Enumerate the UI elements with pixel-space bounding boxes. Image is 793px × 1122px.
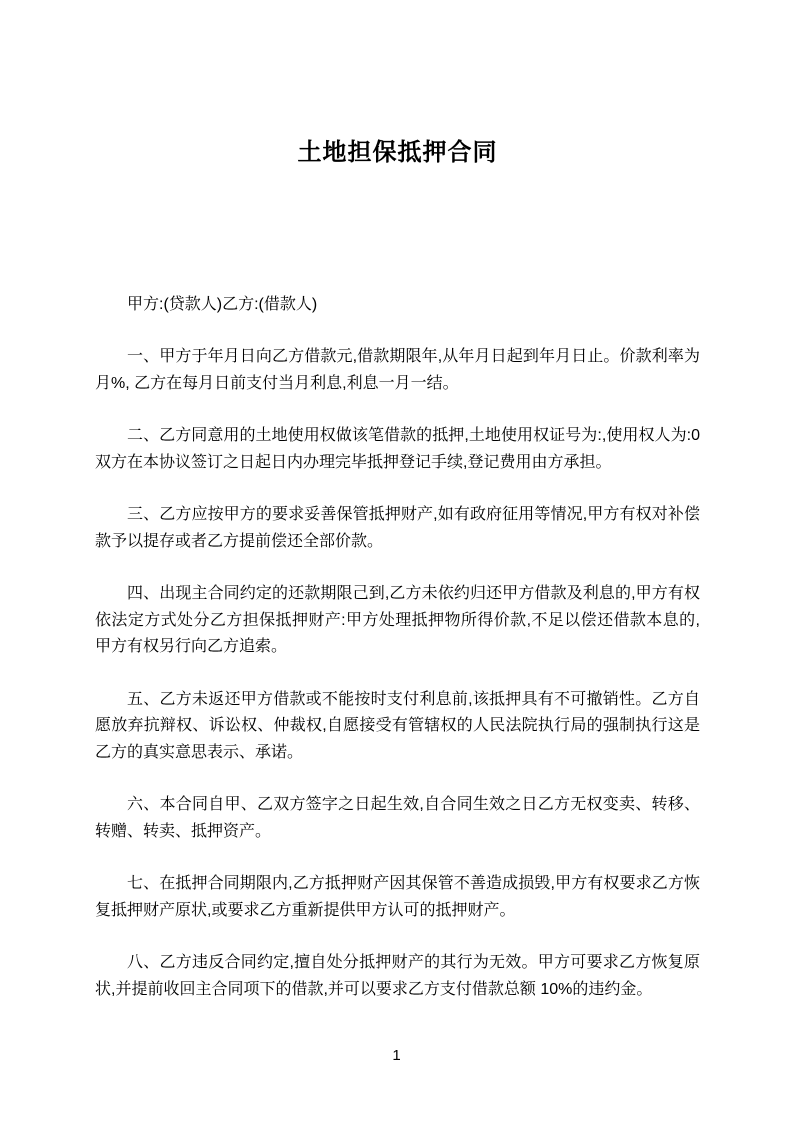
contract-clause-8: 八、乙方违反合同约定,擅自处分抵押财产的其行为无效。甲方可要求乙方恢复原状,并提前收回主合同项下的借款,并可以要求乙方支付借款总额 10%的违约金。	[95, 954, 700, 998]
contract-clause-1: 一、甲方于年月日向乙方借款元,借款期限年,从年月日起到年月日止。价款利率为月%, 乙方在每月日前支付当月利息,利息一月一结。	[95, 348, 700, 392]
contract-clause-6: 六、本合同自甲、乙双方签字之日起生效,自合同生效之日乙方无权变卖、转移、转赠、转卖、抵押资产。	[95, 796, 700, 840]
contract-clause-2: 二、乙方同意用的土地使用权做该笔借款的抵押,土地使用权证号为:,使用权人为:0 双方在本协议签订之日起日内办理完毕抵押登记手续,登记费用由方承担。	[95, 427, 700, 471]
parties-line: 甲方:(贷款人)乙方:(借款人)	[127, 296, 318, 313]
contract-clause-5: 五、乙方未返还甲方借款或不能按时支付利息前,该抵押具有不可撤销性。乙方自愿放弃抗辩权、诉讼权、仲裁权,自愿接受有管辖权的人民法院执行局的强制执行这是乙方的真实意思表示、承诺。	[95, 690, 700, 761]
contract-clause-4: 四、出现主合同约定的还款期限己到,乙方未依约归还甲方借款及利息的,甲方有权依法定方式处分乙方担保抵押财产:甲方处理抵押物所得价款,不足以偿还借款本息的,甲方有权另行向乙方追索。	[95, 585, 700, 655]
contract-clause-7: 七、在抵押合同期限内,乙方抵押财产因其保管不善造成损毁,甲方有权要求乙方恢复抵押财产原状,或要求乙方重新提供甲方认可的抵押财产。	[95, 875, 700, 919]
document-title: 土地担保抵押合同	[297, 139, 498, 166]
page-number: 1	[392, 1047, 401, 1064]
contract-clause-3: 三、乙方应按甲方的要求妥善保管抵押财产,如有政府征用等情况,甲方有权对补偿款予以提存或者乙方提前偿还全部价款。	[95, 506, 700, 550]
